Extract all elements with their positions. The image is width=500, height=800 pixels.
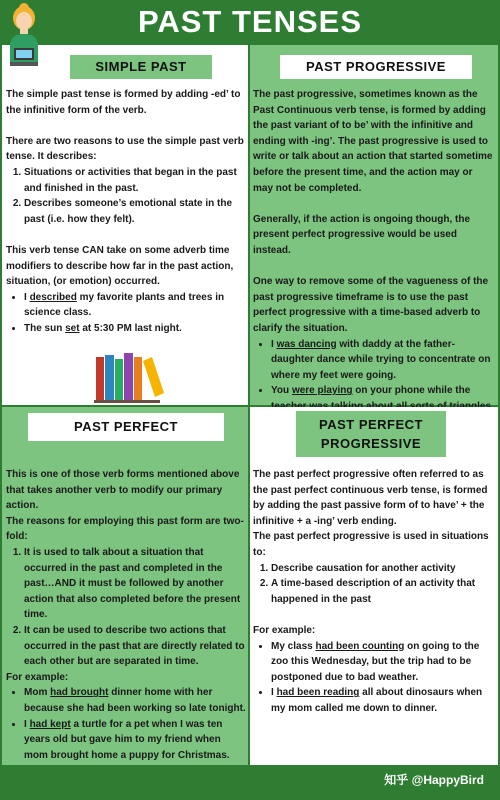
list-item: • Mom had brought dinner home with her because she had been working so late tonight.	[24, 685, 246, 716]
list-item: • I had been reading all about dinosaurs when my mom called me down to dinner.	[271, 685, 495, 716]
paragraph: There are two reasons to use the simple past verb tense. It describes:	[6, 135, 244, 163]
panel-past-perfect-progressive	[250, 407, 498, 765]
panel-simple-past	[2, 45, 248, 405]
panel-past-progressive	[250, 45, 498, 405]
paragraph: The past perfect progressive often referred to as the past perfect continuous verb tense, is formed by adding the past passive form of to have’ + the infinitive + a -ing’ verb ending.	[253, 469, 488, 527]
panel-body-past-perfect	[6, 467, 246, 763]
list-item: • You were playing on your phone while the	[271, 383, 495, 414]
paragraph: Generally, if the action is ongoing though, the present perfect progressive would be used instead.	[253, 213, 471, 256]
paragraph: The reasons for employing this past form are two-fold:	[6, 515, 244, 543]
panel-body-simple-past	[6, 87, 246, 337]
list-item: 1. It is used to talk about a situation that occurred in the past and completed in the past…AND it must be followed by another action that also completed before the present time.	[24, 545, 246, 623]
list-item: 2. A time-based description of an activity that happened in the past	[271, 576, 495, 607]
header-bar	[0, 0, 500, 45]
for-example-label: For example:	[253, 624, 316, 636]
list-item: 1. Situations or activities that began in the past and finished in the past.	[24, 165, 246, 196]
numbered-list	[6, 545, 246, 670]
for-example-label: For example:	[6, 671, 69, 683]
bullet-list	[253, 639, 495, 717]
list-item: • My class had been counting on going to the zoo this Wednesday, but the trip had to be postponed due to bad weather.	[271, 639, 495, 686]
panel-body-past-perfect-progressive	[253, 467, 495, 717]
paragraph: The past progressive, sometimes known as the Past Continuous verb tense, is formed by adding the past variant of to be’ with the infinitive and ending with -ing’. The past progressive is used to write or talk about an action that started sometime before the present time, and the action may or may not be completed.	[253, 89, 493, 194]
paragraph: The past perfect progressive is used in situations to:	[253, 531, 489, 558]
numbered-list	[6, 165, 246, 227]
panel-body-past-progressive	[253, 87, 495, 414]
paragraph: One way to remove some of the vagueness of the past progressive timeframe is to use the past perfect progressive with a time-based adverb to clarify the situation.	[253, 276, 489, 334]
bullet-list	[253, 337, 495, 415]
panel-title-past-perfect-progressive: PAST PERFECT PROGRESSIVE	[296, 411, 446, 457]
list-item: 2. It can be used to describe two actions that occurred in the past that are directly related to each other but are separated in time.	[24, 623, 246, 670]
panel-title-past-perfect: PAST PERFECT	[28, 413, 224, 441]
panel-title-past-progressive: PAST PROGRESSIVE	[280, 55, 472, 79]
list-item: 1. Describe causation for another activity	[271, 561, 495, 577]
panel-title-simple-past: SIMPLE PAST	[70, 55, 212, 79]
bullet-list	[6, 290, 246, 337]
list-item: • I described my favorite plants and trees in science class.	[24, 290, 246, 321]
paragraph: The simple past tense is formed by adding -ed’ to the infinitive form of the verb.	[6, 89, 241, 116]
panel-past-perfect	[2, 407, 248, 765]
paragraph: This is one of those verb forms mentioned above that takes another verb to modify our primary action.	[6, 469, 240, 512]
numbered-list	[253, 561, 495, 608]
bullet-list	[6, 685, 246, 763]
books-icon	[94, 351, 166, 403]
teacher-avatar-icon	[4, 2, 44, 84]
page-title: PAST TENSES	[137, 4, 363, 39]
list-item: • I was dancing with daddy at the father-daughter dance while trying to concentrate on where my feet were going.	[271, 337, 495, 384]
list-item: 2. Describes someone’s emotional state in the past (i.e. how they felt).	[24, 196, 246, 227]
list-item: • The sun set at 5:30 PM last night.	[24, 321, 246, 337]
footer-bar	[0, 765, 500, 800]
list-item: • I had kept a turtle for a pet when I was ten years old but gave him to my friend when mom brought home a puppy for Christmas.	[24, 717, 246, 764]
paragraph: This verb tense CAN take on some adverb time modifiers to describe how far in the past action, situation, (or emotion) occurred.	[6, 244, 234, 288]
watermark: 知乎 @HappyBird	[384, 773, 484, 787]
